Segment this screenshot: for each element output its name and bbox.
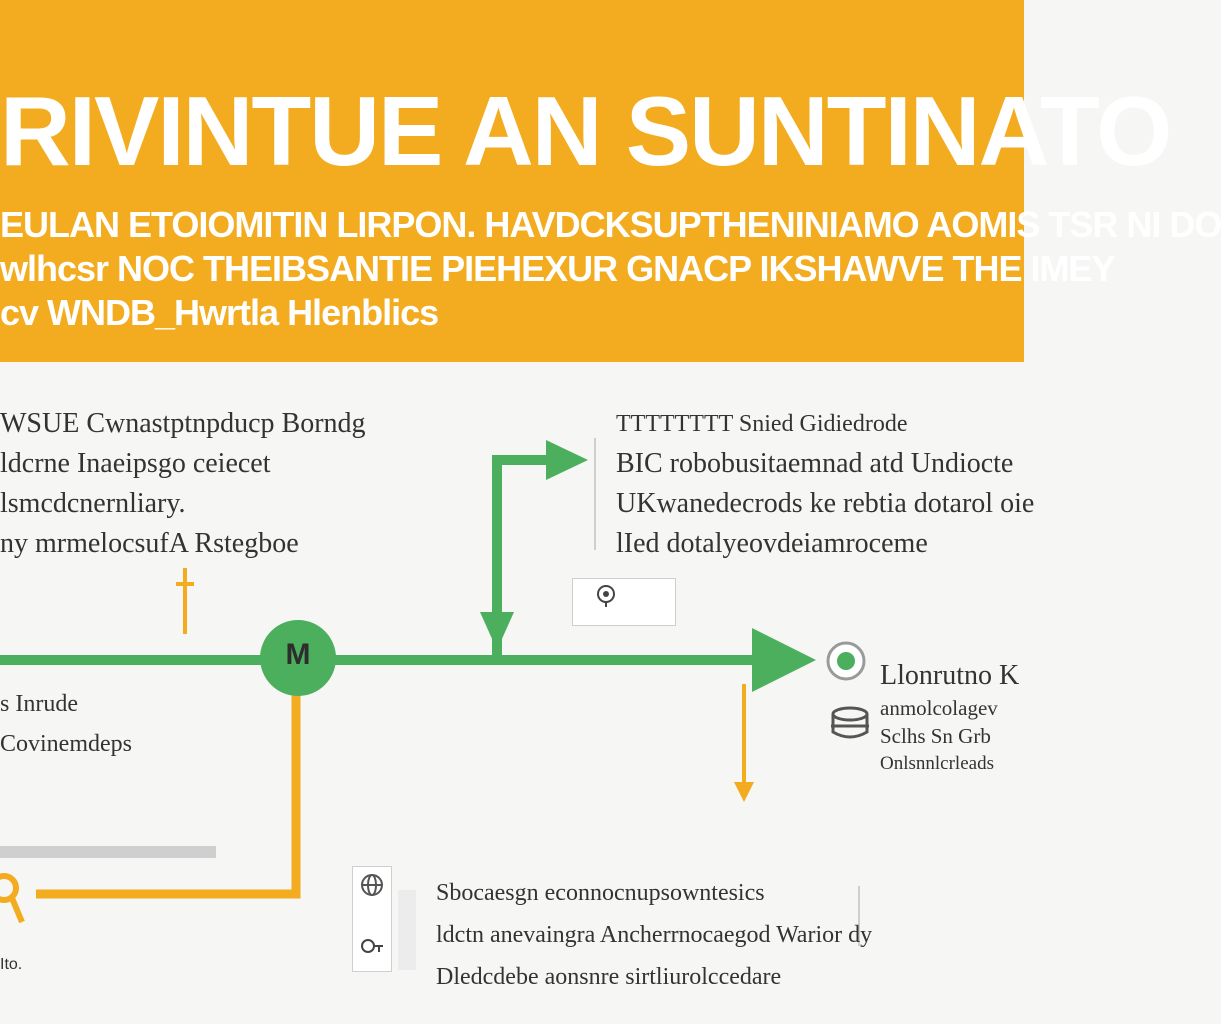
- top-left-text: [0, 404, 366, 564]
- bottom-text: [436, 872, 872, 998]
- text-header: TTTTTTTT Snied Gidiedrode: [616, 411, 908, 437]
- text-header: Llonrutno K: [880, 660, 1020, 691]
- text-line: Dledcdebe aonsnre sirtliurolccedare: [436, 964, 782, 990]
- text-line: Covinemdeps: [0, 731, 132, 757]
- text-line: ldctn anevaingra Ancherrnocaegod Warior dy: [436, 922, 873, 948]
- document-card: [352, 866, 392, 972]
- banner-title: RIVINTUE AN SUNTINATO: [0, 76, 1171, 186]
- text-line: s Inrude: [0, 691, 78, 717]
- text-line: anmolcolagev: [880, 696, 998, 720]
- text-line: lIed dotalyeovdeiamroceme: [616, 528, 928, 559]
- search-icon: [0, 876, 22, 922]
- text-line: ldcrne Inaeipsgo ceiecet: [0, 448, 271, 479]
- globe-icon: [358, 871, 386, 899]
- text-line: Sclhs Sn Grb: [880, 724, 991, 748]
- text-line: ny mrmelocsufA Rstegboe: [0, 528, 299, 559]
- bottom-left-bar: [0, 846, 216, 858]
- mid-right-text: [880, 658, 1019, 778]
- database-icon: [831, 708, 869, 737]
- hub-label: M: [285, 638, 311, 671]
- main-flow-arrowhead: [752, 628, 816, 692]
- text-line: Sbocaesgn econnocnupsowntesics: [436, 880, 765, 906]
- subtitle-line: cv WNDB_Hwrtla Hlenblics: [0, 292, 439, 333]
- subtitle-line: wlhcsr NOC THEIBSANTIE PIEHEXUR GNACP IKSHAWVE THE IMEY: [0, 248, 1115, 289]
- text-line: WSUE Cwnastptnpducp Borndg: [0, 408, 366, 439]
- small-card: [572, 578, 676, 626]
- branch-arrowhead-down: [480, 612, 514, 650]
- text-line: lsmcdcnernliary.: [0, 488, 186, 519]
- top-right-divider: [594, 438, 596, 550]
- text-line: BIC robobusitaemnad atd Undiocte: [616, 448, 1014, 479]
- text-line: UKwanedecrods ke rebtia dotarol oie: [616, 488, 1035, 519]
- target-node-inner: [837, 652, 855, 670]
- document-card-shadow: [398, 890, 416, 970]
- text-line: Onlsnnlcrleads: [880, 753, 994, 774]
- key-icon: [359, 935, 385, 961]
- mid-left-text: [0, 684, 132, 764]
- subtitle-line: EULAN ETOIOMITIN LIRPON. HAVDCKSUPTHENINIAMO AOMIS TSR NI DO: [0, 204, 1221, 245]
- top-right-text: [616, 404, 1034, 564]
- footnote: Ito.: [0, 956, 23, 973]
- pin-icon: [593, 583, 619, 609]
- branch-arrowhead-right: [546, 440, 588, 480]
